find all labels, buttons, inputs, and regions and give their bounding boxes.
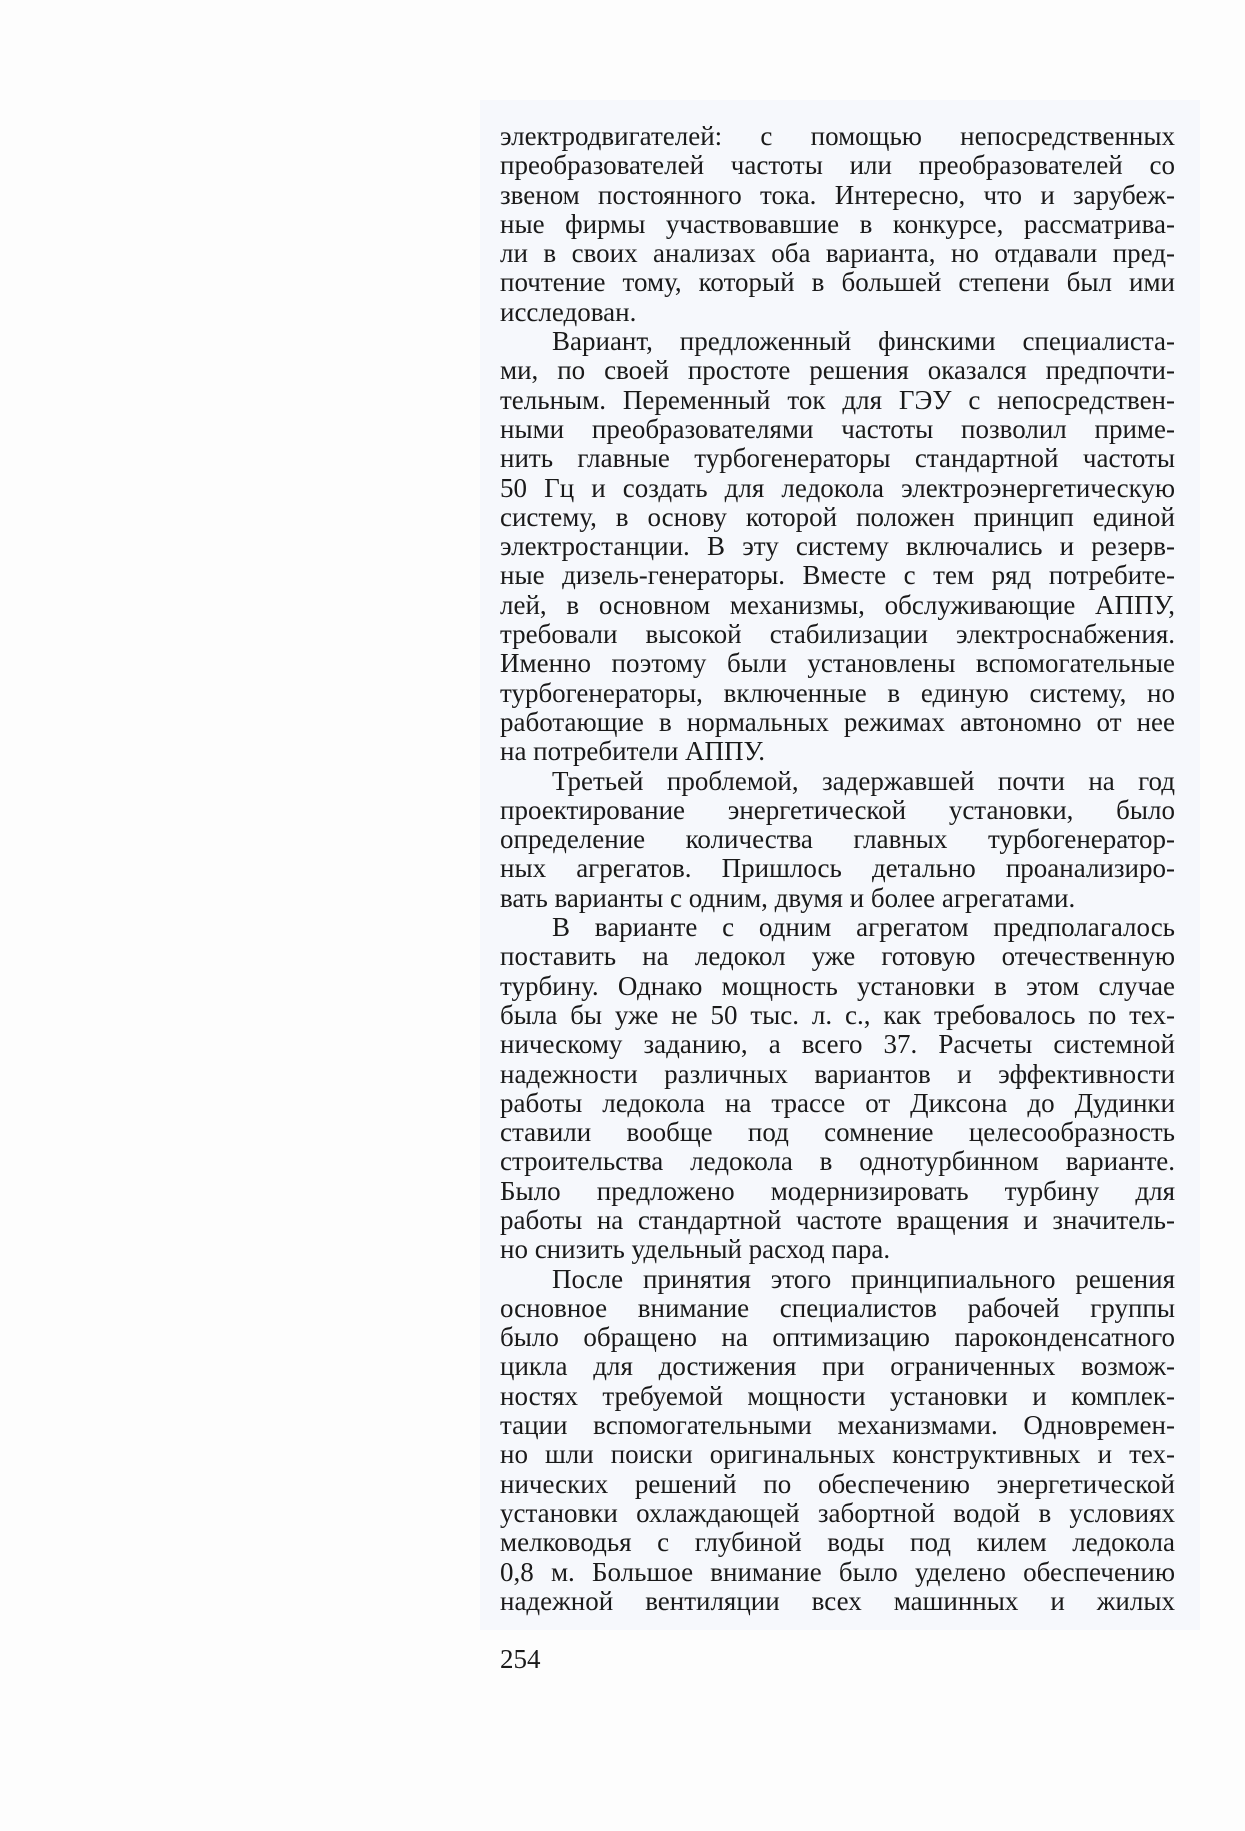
text-line: тельным. Переменный ток для ГЭУ с непосредствен- [500, 385, 1175, 415]
text-line: ные дизель-генераторы. Вместе с тем ряд потребите- [500, 561, 1175, 591]
text-line: установки охлаждающей забортной водой в условиях [500, 1498, 1175, 1528]
text-line: надежности различных вариантов и эффективности [500, 1059, 1175, 1089]
text-line: основное внимание специалистов рабочей группы [500, 1293, 1175, 1323]
text-line: ническому заданию, а всего 37. Расчеты системной [500, 1030, 1175, 1060]
paragraph [500, 327, 1175, 766]
text-line: преобразователей частоты или преобразователей со [500, 151, 1175, 181]
text-line: проектирование энергетической установки, было [500, 795, 1175, 825]
paragraph [500, 913, 1175, 1265]
text-line: Третьей проблемой, задержавшей почти на год [552, 766, 1175, 796]
text-line: ставили вообще под сомнение целесообразность [500, 1118, 1175, 1148]
text-line: электростанции. В эту систему включались и резерв- [500, 532, 1175, 562]
text-line: электродвигателей: с помощью непосредственных [500, 122, 1175, 151]
page-number: 254 [500, 1644, 541, 1674]
text-line: лей, в основном механизмы, обслуживающие АППУ, [500, 590, 1175, 620]
text-line: ных агрегатов. Пришлось детально проанализиро- [500, 854, 1175, 884]
body-text [500, 122, 1175, 1616]
text-line: требовали высокой стабилизации электроснабжения. [500, 620, 1175, 650]
text-line: систему, в основу которой положен принцип единой [500, 502, 1175, 532]
text-line: работы на стандартной частоте вращения и значитель- [500, 1205, 1175, 1235]
text-line: 0,8 м. Большое внимание было уделено обеспечению [500, 1557, 1175, 1587]
text-line: 50 Гц и создать для ледокола электроэнергетическую [500, 473, 1175, 503]
text-line: нить главные турбогенераторы стандартной частоты [500, 444, 1175, 474]
paragraph [500, 767, 1175, 913]
text-line: почтение тому, который в большей степени был ими [500, 268, 1175, 298]
text-line: ностях требуемой мощности установки и комплек- [500, 1381, 1175, 1411]
text-line: турбогенераторы, включенные в единую систему, но [500, 678, 1175, 708]
text-line: но снизить удельный расход пара. [500, 1235, 891, 1265]
text-line: работающие в нормальных режимах автономно от нее [500, 707, 1175, 737]
text-line: Было предложено модернизировать турбину для [500, 1176, 1175, 1206]
text-line: была бы уже не 50 тыс. л. с., как требовалось по тех- [500, 1000, 1175, 1030]
text-line: но шли поиски оригинальных конструктивных и тех- [500, 1440, 1175, 1470]
text-line: строительства ледокола в однотурбинном варианте. [500, 1147, 1175, 1177]
text-line: Именно поэтому были установлены вспомогательные [500, 649, 1175, 679]
text-line: ли в своих анализах оба варианта, но отдавали пред- [500, 239, 1175, 269]
text-line: ные фирмы участвовавшие в конкурсе, рассматрива- [500, 209, 1175, 239]
text-line: цикла для достижения при ограниченных возмож- [500, 1352, 1175, 1382]
text-line: После принятия этого принципиального решения [552, 1264, 1175, 1294]
text-line: исследован. [500, 297, 637, 327]
text-line: поставить на ледокол уже готовую отечественную [500, 942, 1175, 972]
text-line: тации вспомогательными механизмами. Одновремен- [500, 1411, 1175, 1441]
text-line: вать варианты с одним, двумя и более агрегатами. [500, 883, 1076, 913]
text-line: ми, по своей простоте решения оказался предпочти- [500, 356, 1175, 386]
text-line: было обращено на оптимизацию пароконденсатного [500, 1323, 1175, 1353]
text-line: определение количества главных турбогенератор- [500, 825, 1175, 855]
text-line: нических решений по обеспечению энергетической [500, 1469, 1175, 1499]
text-line: Вариант, предложенный финскими специалиста- [552, 327, 1175, 357]
text-line: на потребители АППУ. [500, 737, 765, 767]
text-line: ными преобразователями частоты позволил приме- [500, 414, 1175, 444]
text-line: звеном постоянного тока. Интересно, что и зарубеж- [500, 180, 1175, 210]
text-line: В варианте с одним агрегатом предполагалось [552, 913, 1175, 943]
paragraph [500, 122, 1175, 327]
paragraph [500, 1265, 1175, 1617]
text-line: турбину. Однако мощность установки в этом случае [500, 971, 1175, 1001]
text-line: надежной вентиляции всех машинных и жилых [500, 1586, 1175, 1616]
text-line: мелководья с глубиной воды под килем ледокола [500, 1528, 1175, 1558]
text-line: работы ледокола на трассе от Диксона до Дудинки [500, 1088, 1175, 1118]
